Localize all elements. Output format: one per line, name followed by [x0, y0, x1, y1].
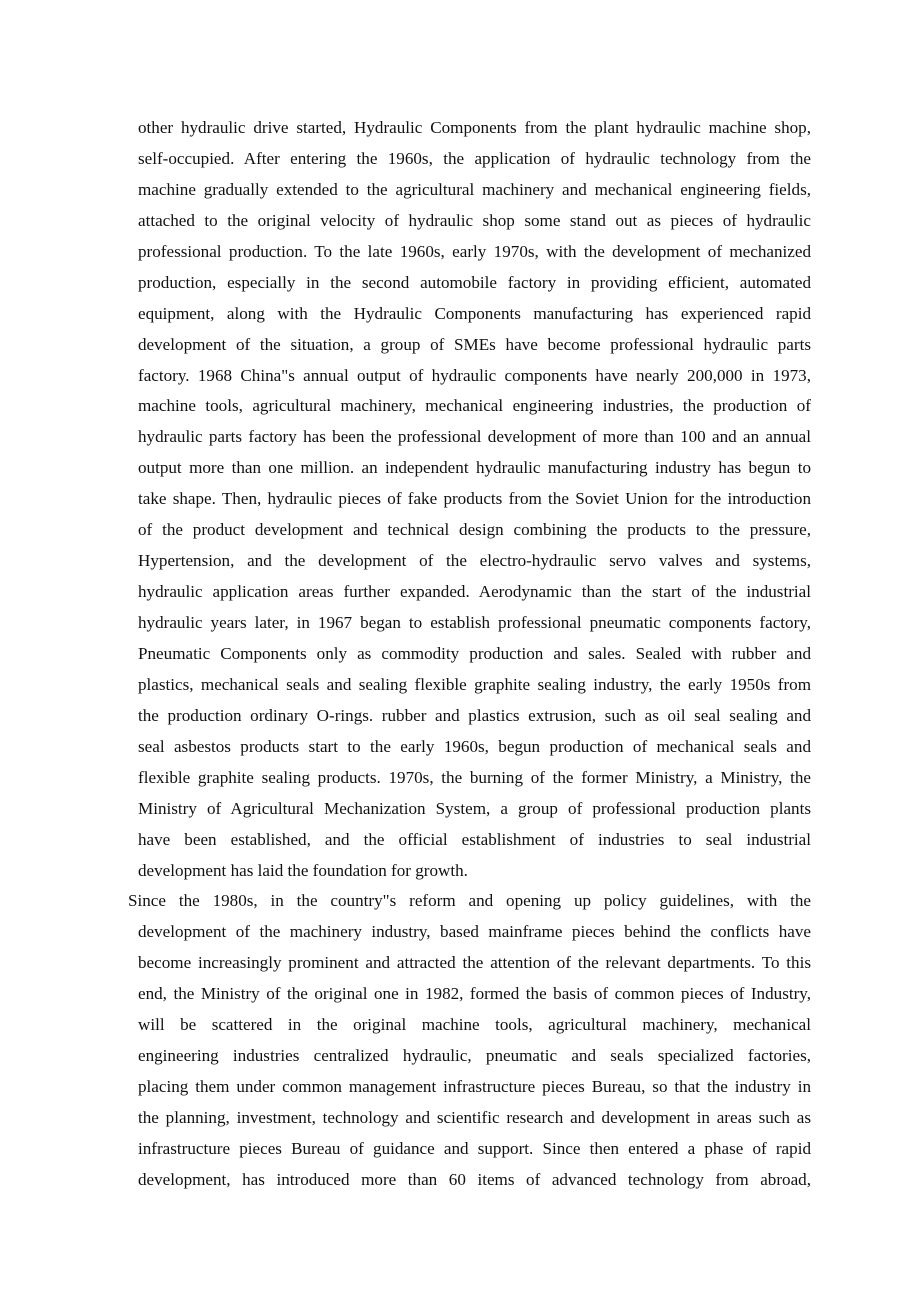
text-line: flexible graphite sealing products. 1970s, the burning of the former Ministry, a Ministry, the [138, 767, 811, 787]
text-line: self-occupied. After entering the 1960s, the application of hydraulic technology from the [138, 148, 811, 168]
text-line: Pneumatic Components only as commodity production and sales. Sealed with rubber and [138, 643, 811, 663]
text-line: development of the situation, a group of SMEs have become professional hydraulic parts [138, 334, 811, 354]
text-line: output more than one million. an independent hydraulic manufacturing industry has begun to [138, 458, 811, 478]
text-line: take shape. Then, hydraulic pieces of fake products from the Soviet Union for the introduction [138, 489, 811, 509]
text-line: have been established, and the official establishment of industries to seal industrial [138, 829, 811, 849]
text-line: Since the 1980s, in the country"s reform and opening up policy guidelines, with the [128, 891, 811, 911]
paragraph-1 [138, 113, 811, 886]
text-line: professional production. To the late 1960s, early 1970s, with the development of mechanized [138, 241, 811, 261]
text-line: seal asbestos products start to the early 1960s, begun production of mechanical seals and [138, 736, 811, 756]
paragraph-2 [128, 886, 811, 1195]
text-line: production, especially in the second automobile factory in providing efficient, automated [138, 272, 811, 292]
text-line: development, has introduced more than 60 items of advanced technology from abroad, [138, 1169, 811, 1189]
text-line: plastics, mechanical seals and sealing flexible graphite sealing industry, the early 1950s from [138, 674, 811, 694]
text-line: hydraulic years later, in 1967 began to establish professional pneumatic components factory, [138, 613, 811, 632]
text-line: the production ordinary O-rings. rubber and plastics extrusion, such as oil seal sealing and [138, 705, 811, 725]
text-line: attached to the original velocity of hydraulic shop some stand out as pieces of hydraulic [138, 210, 811, 230]
text-line: equipment, along with the Hydraulic Components manufacturing has experienced rapid [138, 303, 811, 323]
text-line: Ministry of Agricultural Mechanization System, a group of professional production plants [138, 798, 811, 818]
text-line: infrastructure pieces Bureau of guidance and support. Since then entered a phase of rapid [138, 1138, 811, 1158]
text-line: become increasingly prominent and attracted the attention of the relevant departments. To this [138, 953, 811, 973]
text-line: end, the Ministry of the original one in 1982, formed the basis of common pieces of Industry, [138, 984, 811, 1004]
text-line: development has laid the foundation for growth. [138, 860, 468, 880]
text-line: the planning, investment, technology and scientific research and development in areas such as [138, 1108, 811, 1127]
text-line: development of the machinery industry, based mainframe pieces behind the conflicts have [138, 922, 811, 942]
text-line: factory. 1968 China"s annual output of hydraulic components have nearly 200,000 in 1973, [138, 365, 811, 385]
text-line: will be scattered in the original machine tools, agricultural machinery, mechanical [138, 1015, 811, 1035]
text-line: Hypertension, and the development of the electro-hydraulic servo valves and systems, [138, 551, 811, 571]
text-line: of the product development and technical design combining the products to the pressure, [138, 520, 811, 540]
text-line: hydraulic parts factory has been the professional development of more than 100 and an annual [138, 427, 811, 447]
text-line: machine tools, agricultural machinery, mechanical engineering industries, the production of [138, 396, 811, 416]
text-line: placing them under common management infrastructure pieces Bureau, so that the industry in [138, 1077, 811, 1097]
text-line: engineering industries centralized hydraulic, pneumatic and seals specialized factories, [138, 1046, 811, 1066]
text-line: hydraulic application areas further expanded. Aerodynamic than the start of the industrial [138, 582, 811, 602]
document-page [128, 113, 811, 1196]
text-line: other hydraulic drive started, Hydraulic Components from the plant hydraulic machine shop, [138, 118, 811, 137]
text-line: machine gradually extended to the agricultural machinery and mechanical engineering fields, [138, 179, 811, 199]
